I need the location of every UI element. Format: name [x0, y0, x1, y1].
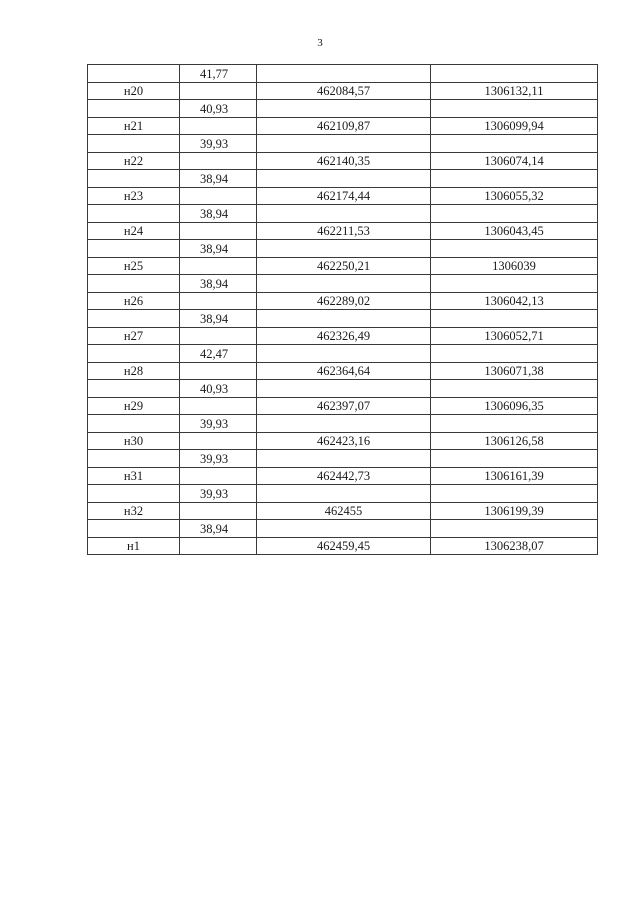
- x-coordinate-cell: 462109,87: [257, 117, 431, 135]
- x-cell-empty: [257, 520, 431, 538]
- y-coordinate-cell: 1306052,71: [431, 327, 598, 345]
- distance-cell: 39,93: [180, 485, 257, 503]
- point-cell-empty: [88, 380, 180, 398]
- point-name-cell: н24: [88, 222, 180, 240]
- point-name-cell: н29: [88, 397, 180, 415]
- y-cell-empty: [431, 345, 598, 363]
- x-cell-empty: [257, 275, 431, 293]
- point-cell-empty: [88, 205, 180, 223]
- point-cell-empty: [88, 275, 180, 293]
- x-coordinate-cell: 462140,35: [257, 152, 431, 170]
- x-coordinate-cell: 462455: [257, 502, 431, 520]
- distance-row: [88, 170, 598, 188]
- y-coordinate-cell: 1306039: [431, 257, 598, 275]
- x-coordinate-cell: 462397,07: [257, 397, 431, 415]
- point-row: [88, 502, 598, 520]
- distance-cell-empty: [180, 502, 257, 520]
- point-row: [88, 222, 598, 240]
- y-coordinate-cell: 1306099,94: [431, 117, 598, 135]
- x-cell-empty: [257, 485, 431, 503]
- point-name-cell: н31: [88, 467, 180, 485]
- y-cell-empty: [431, 485, 598, 503]
- y-coordinate-cell: 1306074,14: [431, 152, 598, 170]
- x-coordinate-cell: 462326,49: [257, 327, 431, 345]
- y-coordinate-cell: 1306043,45: [431, 222, 598, 240]
- point-name-cell: н30: [88, 432, 180, 450]
- distance-row: [88, 135, 598, 153]
- distance-row: [88, 310, 598, 328]
- distance-cell: 41,77: [180, 65, 257, 83]
- y-cell-empty: [431, 240, 598, 258]
- x-coordinate-cell: 462084,57: [257, 82, 431, 100]
- distance-cell: 39,93: [180, 135, 257, 153]
- point-cell-empty: [88, 485, 180, 503]
- x-coordinate-cell: 462442,73: [257, 467, 431, 485]
- y-coordinate-cell: 1306071,38: [431, 362, 598, 380]
- point-row: [88, 152, 598, 170]
- point-name-cell: н28: [88, 362, 180, 380]
- point-row: [88, 187, 598, 205]
- distance-cell-empty: [180, 327, 257, 345]
- page-number: 3: [317, 37, 323, 49]
- distance-cell: 38,94: [180, 240, 257, 258]
- distance-row: [88, 100, 598, 118]
- x-cell-empty: [257, 345, 431, 363]
- point-row: [88, 327, 598, 345]
- point-row: [88, 292, 598, 310]
- point-name-cell: н21: [88, 117, 180, 135]
- point-row: [88, 257, 598, 275]
- distance-row: [88, 275, 598, 293]
- x-coordinate-cell: 462211,53: [257, 222, 431, 240]
- distance-row: [88, 65, 598, 83]
- boundary-coordinates-table: [87, 64, 598, 555]
- y-coordinate-cell: 1306132,11: [431, 82, 598, 100]
- distance-row: [88, 240, 598, 258]
- x-cell-empty: [257, 65, 431, 83]
- point-name-cell: н1: [88, 537, 180, 555]
- distance-cell-empty: [180, 397, 257, 415]
- point-cell-empty: [88, 100, 180, 118]
- point-name-cell: н27: [88, 327, 180, 345]
- distance-cell: 42,47: [180, 345, 257, 363]
- x-cell-empty: [257, 415, 431, 433]
- distance-cell: 40,93: [180, 100, 257, 118]
- point-cell-empty: [88, 345, 180, 363]
- point-name-cell: н26: [88, 292, 180, 310]
- x-coordinate-cell: 462459,45: [257, 537, 431, 555]
- y-coordinate-cell: 1306055,32: [431, 187, 598, 205]
- distance-row: [88, 520, 598, 538]
- y-cell-empty: [431, 450, 598, 468]
- distance-row: [88, 380, 598, 398]
- y-cell-empty: [431, 310, 598, 328]
- y-coordinate-cell: 1306096,35: [431, 397, 598, 415]
- point-cell-empty: [88, 415, 180, 433]
- point-name-cell: н23: [88, 187, 180, 205]
- point-row: [88, 82, 598, 100]
- point-row: [88, 117, 598, 135]
- x-cell-empty: [257, 100, 431, 118]
- y-cell-empty: [431, 275, 598, 293]
- distance-cell-empty: [180, 257, 257, 275]
- x-cell-empty: [257, 205, 431, 223]
- distance-cell: 38,94: [180, 275, 257, 293]
- point-name-cell: н20: [88, 82, 180, 100]
- distance-cell: 38,94: [180, 520, 257, 538]
- point-name-cell: н22: [88, 152, 180, 170]
- distance-cell: 40,93: [180, 380, 257, 398]
- distance-row: [88, 485, 598, 503]
- distance-cell-empty: [180, 117, 257, 135]
- distance-cell-empty: [180, 152, 257, 170]
- y-cell-empty: [431, 170, 598, 188]
- table-body: [88, 65, 598, 555]
- x-coordinate-cell: 462364,64: [257, 362, 431, 380]
- point-cell-empty: [88, 65, 180, 83]
- distance-cell: 38,94: [180, 205, 257, 223]
- distance-cell: 38,94: [180, 170, 257, 188]
- point-cell-empty: [88, 240, 180, 258]
- distance-cell-empty: [180, 222, 257, 240]
- x-cell-empty: [257, 135, 431, 153]
- x-cell-empty: [257, 450, 431, 468]
- y-coordinate-cell: 1306238,07: [431, 537, 598, 555]
- y-cell-empty: [431, 415, 598, 433]
- y-coordinate-cell: 1306161,39: [431, 467, 598, 485]
- point-name-cell: н32: [88, 502, 180, 520]
- x-coordinate-cell: 462289,02: [257, 292, 431, 310]
- distance-cell: 39,93: [180, 415, 257, 433]
- y-coordinate-cell: 1306042,13: [431, 292, 598, 310]
- x-cell-empty: [257, 240, 431, 258]
- distance-cell-empty: [180, 82, 257, 100]
- distance-cell-empty: [180, 187, 257, 205]
- point-row: [88, 467, 598, 485]
- point-row: [88, 537, 598, 555]
- y-cell-empty: [431, 380, 598, 398]
- x-cell-empty: [257, 310, 431, 328]
- point-cell-empty: [88, 520, 180, 538]
- x-cell-empty: [257, 170, 431, 188]
- point-name-cell: н25: [88, 257, 180, 275]
- x-cell-empty: [257, 380, 431, 398]
- point-row: [88, 397, 598, 415]
- y-cell-empty: [431, 205, 598, 223]
- y-cell-empty: [431, 65, 598, 83]
- y-cell-empty: [431, 520, 598, 538]
- distance-cell-empty: [180, 292, 257, 310]
- distance-cell-empty: [180, 362, 257, 380]
- distance-cell-empty: [180, 432, 257, 450]
- distance-cell-empty: [180, 467, 257, 485]
- y-coordinate-cell: 1306126,58: [431, 432, 598, 450]
- y-cell-empty: [431, 135, 598, 153]
- y-cell-empty: [431, 100, 598, 118]
- point-row: [88, 432, 598, 450]
- distance-row: [88, 205, 598, 223]
- x-coordinate-cell: 462174,44: [257, 187, 431, 205]
- distance-cell-empty: [180, 537, 257, 555]
- point-cell-empty: [88, 450, 180, 468]
- x-coordinate-cell: 462250,21: [257, 257, 431, 275]
- distance-row: [88, 450, 598, 468]
- distance-row: [88, 415, 598, 433]
- distance-cell: 38,94: [180, 310, 257, 328]
- x-coordinate-cell: 462423,16: [257, 432, 431, 450]
- distance-cell: 39,93: [180, 450, 257, 468]
- point-cell-empty: [88, 135, 180, 153]
- point-cell-empty: [88, 170, 180, 188]
- y-coordinate-cell: 1306199,39: [431, 502, 598, 520]
- point-cell-empty: [88, 310, 180, 328]
- distance-row: [88, 345, 598, 363]
- point-row: [88, 362, 598, 380]
